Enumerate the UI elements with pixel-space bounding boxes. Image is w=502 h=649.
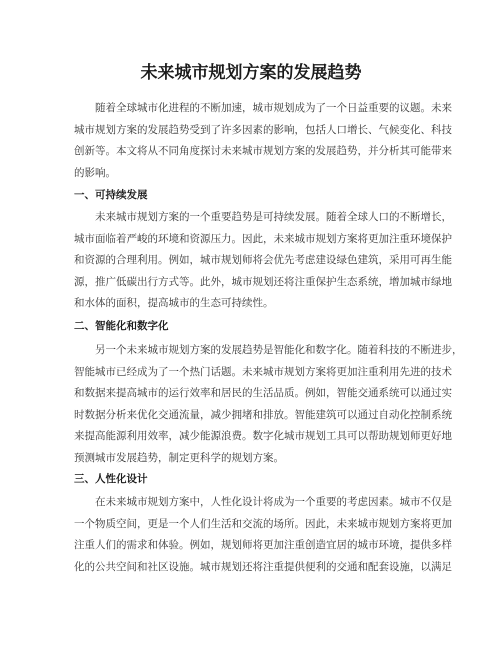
paragraph-line: 预测城市发展趋势，制定更科学的规划方案。 bbox=[74, 451, 284, 464]
paragraph-line: 时数据分析来优化交通流量，减少拥堵和排放。智能建筑可以通过自动化控制系统 bbox=[74, 408, 452, 421]
document-title: 未来城市规划方案的发展趋势 bbox=[140, 63, 362, 83]
paragraph-line: 来提高能源利用效率，减少能源浪费。数字化城市规划工具可以帮助规划师更好地 bbox=[74, 430, 452, 443]
paragraph-line: 一个物质空间，更是一个人们生活和交流的场所。因此，未来城市规划方案将更加 bbox=[74, 517, 452, 530]
paragraph-line: 城市规划方案的发展趋势受到了许多因素的影响，包括人口增长、气候变化、科技 bbox=[74, 123, 452, 136]
paragraph-line: 未来城市规划方案的一个重要趋势是可持续发展。随着全球人口的不断增长， bbox=[74, 211, 452, 223]
paragraph-line: 城市面临着严峻的环境和资源压力。因此，未来城市规划方案将更加注重环境保护 bbox=[74, 232, 452, 245]
section-heading-smart-digital: 二、智能化和数字化 bbox=[74, 320, 169, 332]
paragraph-line: 随着全球城市化进程的不断加速，城市规划成为了一个日益重要的议题。未来 bbox=[74, 102, 452, 114]
paragraph-line: 和水体的面积，提高城市的生态可持续性。 bbox=[74, 297, 274, 310]
section-paragraph-sustainability bbox=[74, 207, 452, 315]
paragraph-line: 另一个未来城市规划方案的发展趋势是智能化和数字化。随着科技的不断进步， bbox=[74, 344, 463, 356]
paragraph-line: 注重人们的需求和体验。例如，规划师将更加注重创造宜居的城市环境，提供多样 bbox=[74, 539, 452, 552]
paragraph-line: 在未来城市规划方案中，人性化设计将成为一个重要的考虑因素。城市不仅是 bbox=[74, 496, 452, 508]
paragraph-line: 创新等。本文将从不同角度探讨未来城市规划方案的发展趋势，并分析其可能带来 bbox=[74, 145, 452, 158]
paragraph-line: 智能城市已经成为了一个热门话题。未来城市规划方案将更加注重利用先进的技术 bbox=[74, 365, 452, 378]
intro-paragraph bbox=[74, 98, 452, 184]
section-heading-human-centered: 三、人性化设计 bbox=[74, 473, 148, 485]
section-paragraph-human-centered bbox=[74, 492, 452, 578]
paragraph-line: 化的公共空间和社区设施。城市规划还将注重提供便利的交通和配套设施，以满足 bbox=[74, 560, 452, 573]
section-paragraph-smart-digital bbox=[74, 340, 463, 470]
paragraph-line: 源，推广低碳出行方式等。此外，城市规划还将注重保护生态系统，增加城市绿地 bbox=[74, 275, 452, 288]
paragraph-line: 和资源的合理利用。例如，城市规划师将会优先考虑建设绿色建筑，采用可再生能 bbox=[74, 254, 452, 267]
section-heading-sustainability: 一、可持续发展 bbox=[74, 189, 148, 201]
paragraph-line: 的影响。 bbox=[74, 166, 116, 179]
paragraph-line: 和数据来提高城市的运行效率和居民的生活品质。例如，智能交通系统可以通过实 bbox=[74, 387, 452, 400]
